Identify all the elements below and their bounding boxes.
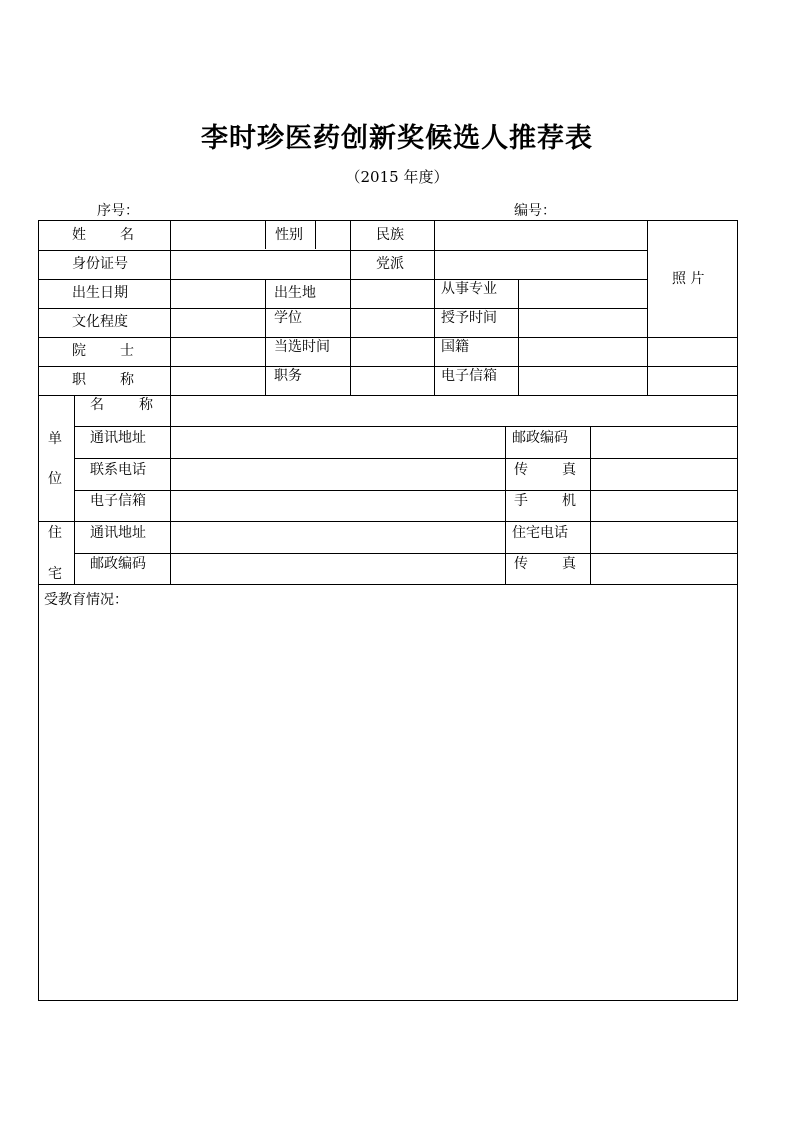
column-divider bbox=[170, 220, 171, 395]
photo-label: 照 片 bbox=[672, 271, 705, 287]
home-postcode-label: 邮政编码 bbox=[90, 556, 146, 572]
serial-number-label: 序号： bbox=[97, 203, 139, 219]
gender-label: 性别 bbox=[275, 227, 303, 243]
column-divider bbox=[265, 279, 266, 395]
column-divider bbox=[265, 220, 266, 249]
elected-date-label: 当选时间 bbox=[274, 339, 330, 355]
academician-label: 院 士 bbox=[72, 343, 134, 359]
home-section-label-2: 宅 bbox=[48, 566, 62, 582]
form-number-label: 编号： bbox=[514, 203, 556, 219]
unit-section-label-1: 单 bbox=[48, 431, 62, 447]
row-divider bbox=[38, 521, 738, 522]
degree-label: 学位 bbox=[274, 310, 302, 326]
degree-date-label: 授予时间 bbox=[441, 310, 497, 326]
home-fax-label: 传 真 bbox=[514, 556, 576, 572]
specialty-label: 从事专业 bbox=[441, 281, 497, 297]
row-divider bbox=[74, 553, 738, 554]
home-phone-label: 住宅电话 bbox=[512, 525, 568, 541]
row-divider bbox=[38, 279, 647, 280]
unit-phone-label: 联系电话 bbox=[90, 462, 146, 478]
home-section-label-1: 住 bbox=[48, 525, 62, 541]
row-divider bbox=[38, 366, 738, 367]
nationality-label: 国籍 bbox=[441, 339, 469, 355]
column-divider bbox=[505, 426, 506, 584]
column-divider bbox=[350, 220, 351, 395]
row-divider bbox=[38, 337, 738, 338]
column-divider bbox=[590, 426, 591, 584]
column-divider bbox=[647, 220, 648, 395]
home-address-label: 通讯地址 bbox=[90, 525, 146, 541]
year-line: （2015 年度） bbox=[345, 168, 449, 186]
row-divider bbox=[38, 250, 647, 251]
row-divider bbox=[38, 395, 738, 396]
ethnicity-label: 民族 bbox=[376, 227, 404, 243]
column-divider bbox=[170, 395, 171, 584]
row-divider bbox=[38, 584, 738, 585]
unit-postcode-label: 邮政编码 bbox=[512, 430, 568, 446]
unit-fax-label: 传 真 bbox=[514, 462, 576, 478]
birthplace-label: 出生地 bbox=[274, 285, 316, 301]
column-divider bbox=[434, 220, 435, 395]
professional-title-label: 职 称 bbox=[72, 372, 134, 388]
column-divider bbox=[315, 220, 316, 249]
birth-date-label: 出生日期 bbox=[72, 285, 128, 301]
row-divider bbox=[74, 490, 738, 491]
row-divider bbox=[74, 458, 738, 459]
name-label: 姓 名 bbox=[72, 227, 134, 243]
position-label: 职务 bbox=[274, 368, 302, 384]
unit-mobile-label: 手 机 bbox=[514, 493, 576, 509]
email-label: 电子信箱 bbox=[441, 368, 497, 384]
education-history-label: 受教育情况： bbox=[44, 592, 128, 608]
unit-name-label: 名 称 bbox=[90, 397, 153, 413]
row-divider bbox=[74, 426, 738, 427]
unit-section-label-2: 位 bbox=[48, 471, 62, 487]
column-divider bbox=[518, 279, 519, 395]
id-number-label: 身份证号 bbox=[72, 256, 128, 272]
unit-address-label: 通讯地址 bbox=[90, 430, 146, 446]
column-divider bbox=[74, 395, 75, 584]
row-divider bbox=[38, 308, 647, 309]
page-title: 李时珍医药创新奖候选人推荐表 bbox=[201, 123, 593, 154]
education-level-label: 文化程度 bbox=[72, 314, 128, 330]
party-label: 党派 bbox=[376, 256, 404, 272]
unit-email-label: 电子信箱 bbox=[90, 493, 146, 509]
